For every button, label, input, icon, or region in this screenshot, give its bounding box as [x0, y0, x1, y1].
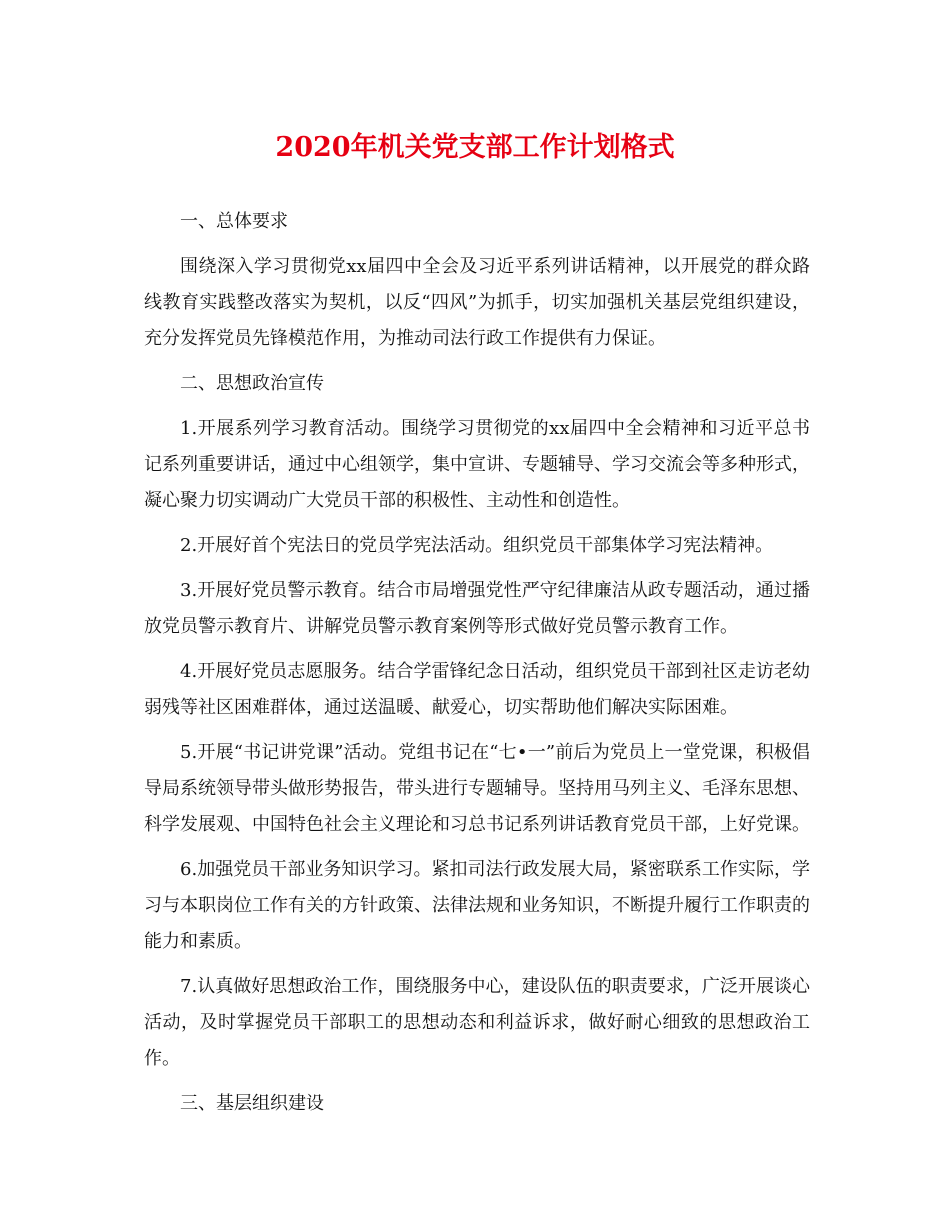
list-item: 3.开展好党员警示教育。结合市局增强党性严守纪律廉洁从政专题活动，通过播放党员警示教育片、讲解党员警示教育案例等形式做好党员警示教育工作。 [144, 580, 810, 637]
list-item: 4.开展好党员志愿服务。结合学雷锋纪念日活动，组织党员干部到社区走访老幼弱残等社区困难群体，通过送温暖、献爱心，切实帮助他们解决实际困难。 [144, 661, 810, 718]
document-body [144, 204, 810, 1131]
list-item: 7.认真做好思想政治工作，围绕服务中心，建设队伍的职责要求，广泛开展谈心活动，及时掌握党员干部职工的思想动态和利益诉求，做好耐心细致的思想政治工作。 [144, 976, 810, 1069]
section-heading-2: 二、思想政治宣传 [180, 373, 324, 394]
paragraph: 围绕深入学习贯彻党xx届四中全会及习近平系列讲话精神，以开展党的群众路线教育实践整改落实为契机，以反“四风”为抓手，切实加强机关基层党组织建设，充分发挥党员先锋模范作用，为推动司法行政工作提供有力保证。 [144, 256, 810, 349]
document-title: 2020年机关党支部工作计划格式 [275, 132, 675, 163]
section-heading-3: 三、基层组织建设 [180, 1093, 324, 1114]
list-item: 1.开展系列学习教育活动。围绕学习贯彻党的xx届四中全会精神和习近平总书记系列重要讲话，通过中心组领学，集中宣讲、专题辅导、学习交流会等多种形式，凝心聚力切实调动广大党员干部的积极性、主动性和创造性。 [144, 418, 810, 511]
list-item: 6.加强党员干部业务知识学习。紧扣司法行政发展大局，紧密联系工作实际，学习与本职岗位工作有关的方针政策、法律法规和业务知识，不断提升履行工作职责的能力和素质。 [144, 859, 810, 952]
list-item: 2.开展好首个宪法日的党员学宪法活动。组织党员干部集体学习宪法精神。 [180, 535, 774, 556]
list-item: 5.开展“书记讲党课”活动。党组书记在“七•一”前后为党员上一堂党课，积极倡导局系统领导带头做形势报告，带头进行专题辅导。坚持用马列主义、毛泽东思想、科学发展观、中国特色社会主义理论和习总书记系列讲话教育党员干部，上好党课。 [144, 742, 810, 835]
section-heading-1: 一、总体要求 [180, 211, 288, 232]
